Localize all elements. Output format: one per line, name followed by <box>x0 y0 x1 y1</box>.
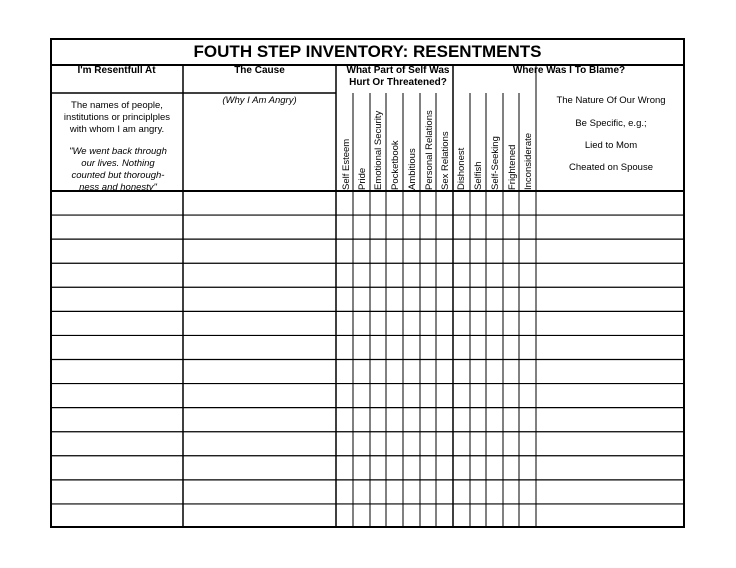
blame-header: Where Was I To Blame? <box>512 65 626 76</box>
label-selfish: Selfish <box>473 161 484 190</box>
cause-subheader: (Why I Am Angry) <box>222 95 297 106</box>
label-sex-relations: Sex Relations <box>440 131 451 190</box>
nature-line-1: The Nature Of Our Wrong <box>556 95 666 106</box>
cause-header: The Cause <box>234 65 285 76</box>
label-ambitious: Ambitious <box>407 148 418 190</box>
label-frightened: Frightened <box>507 144 518 190</box>
label-pride: Pride <box>357 167 368 190</box>
label-pocketbook: Pocketbook <box>390 140 401 190</box>
resentful-header: I'm Resentfull At <box>77 65 156 76</box>
self-hurt-header: What Part of Self Was Hurt Or Threatened? <box>346 65 450 88</box>
page-title: FOUTH STEP INVENTORY: RESENTMENTS <box>193 42 542 61</box>
resentful-quote: "We went back through our lives. Nothing counted but thorough-ness and honesty" <box>69 146 167 193</box>
label-self-esteem: Self Esteem <box>341 138 352 190</box>
label-inconsiderate: Inconsiderate <box>523 132 534 190</box>
label-personal-relations: Personal Relations <box>424 110 435 190</box>
label-emotional-security: Emotional Security <box>373 110 384 190</box>
inventory-form <box>50 38 685 528</box>
nature-line-2: Be Specific, e.g.; <box>575 118 647 129</box>
resentful-description: The names of people, institutions or principlples with whom I am angry. <box>63 100 171 135</box>
nature-line-4: Cheated on Spouse <box>569 162 653 173</box>
label-dishonest: Dishonest <box>456 147 467 190</box>
label-self-seeking: Self-Seeking <box>490 136 501 190</box>
nature-line-3: Lied to Mom <box>584 140 638 151</box>
